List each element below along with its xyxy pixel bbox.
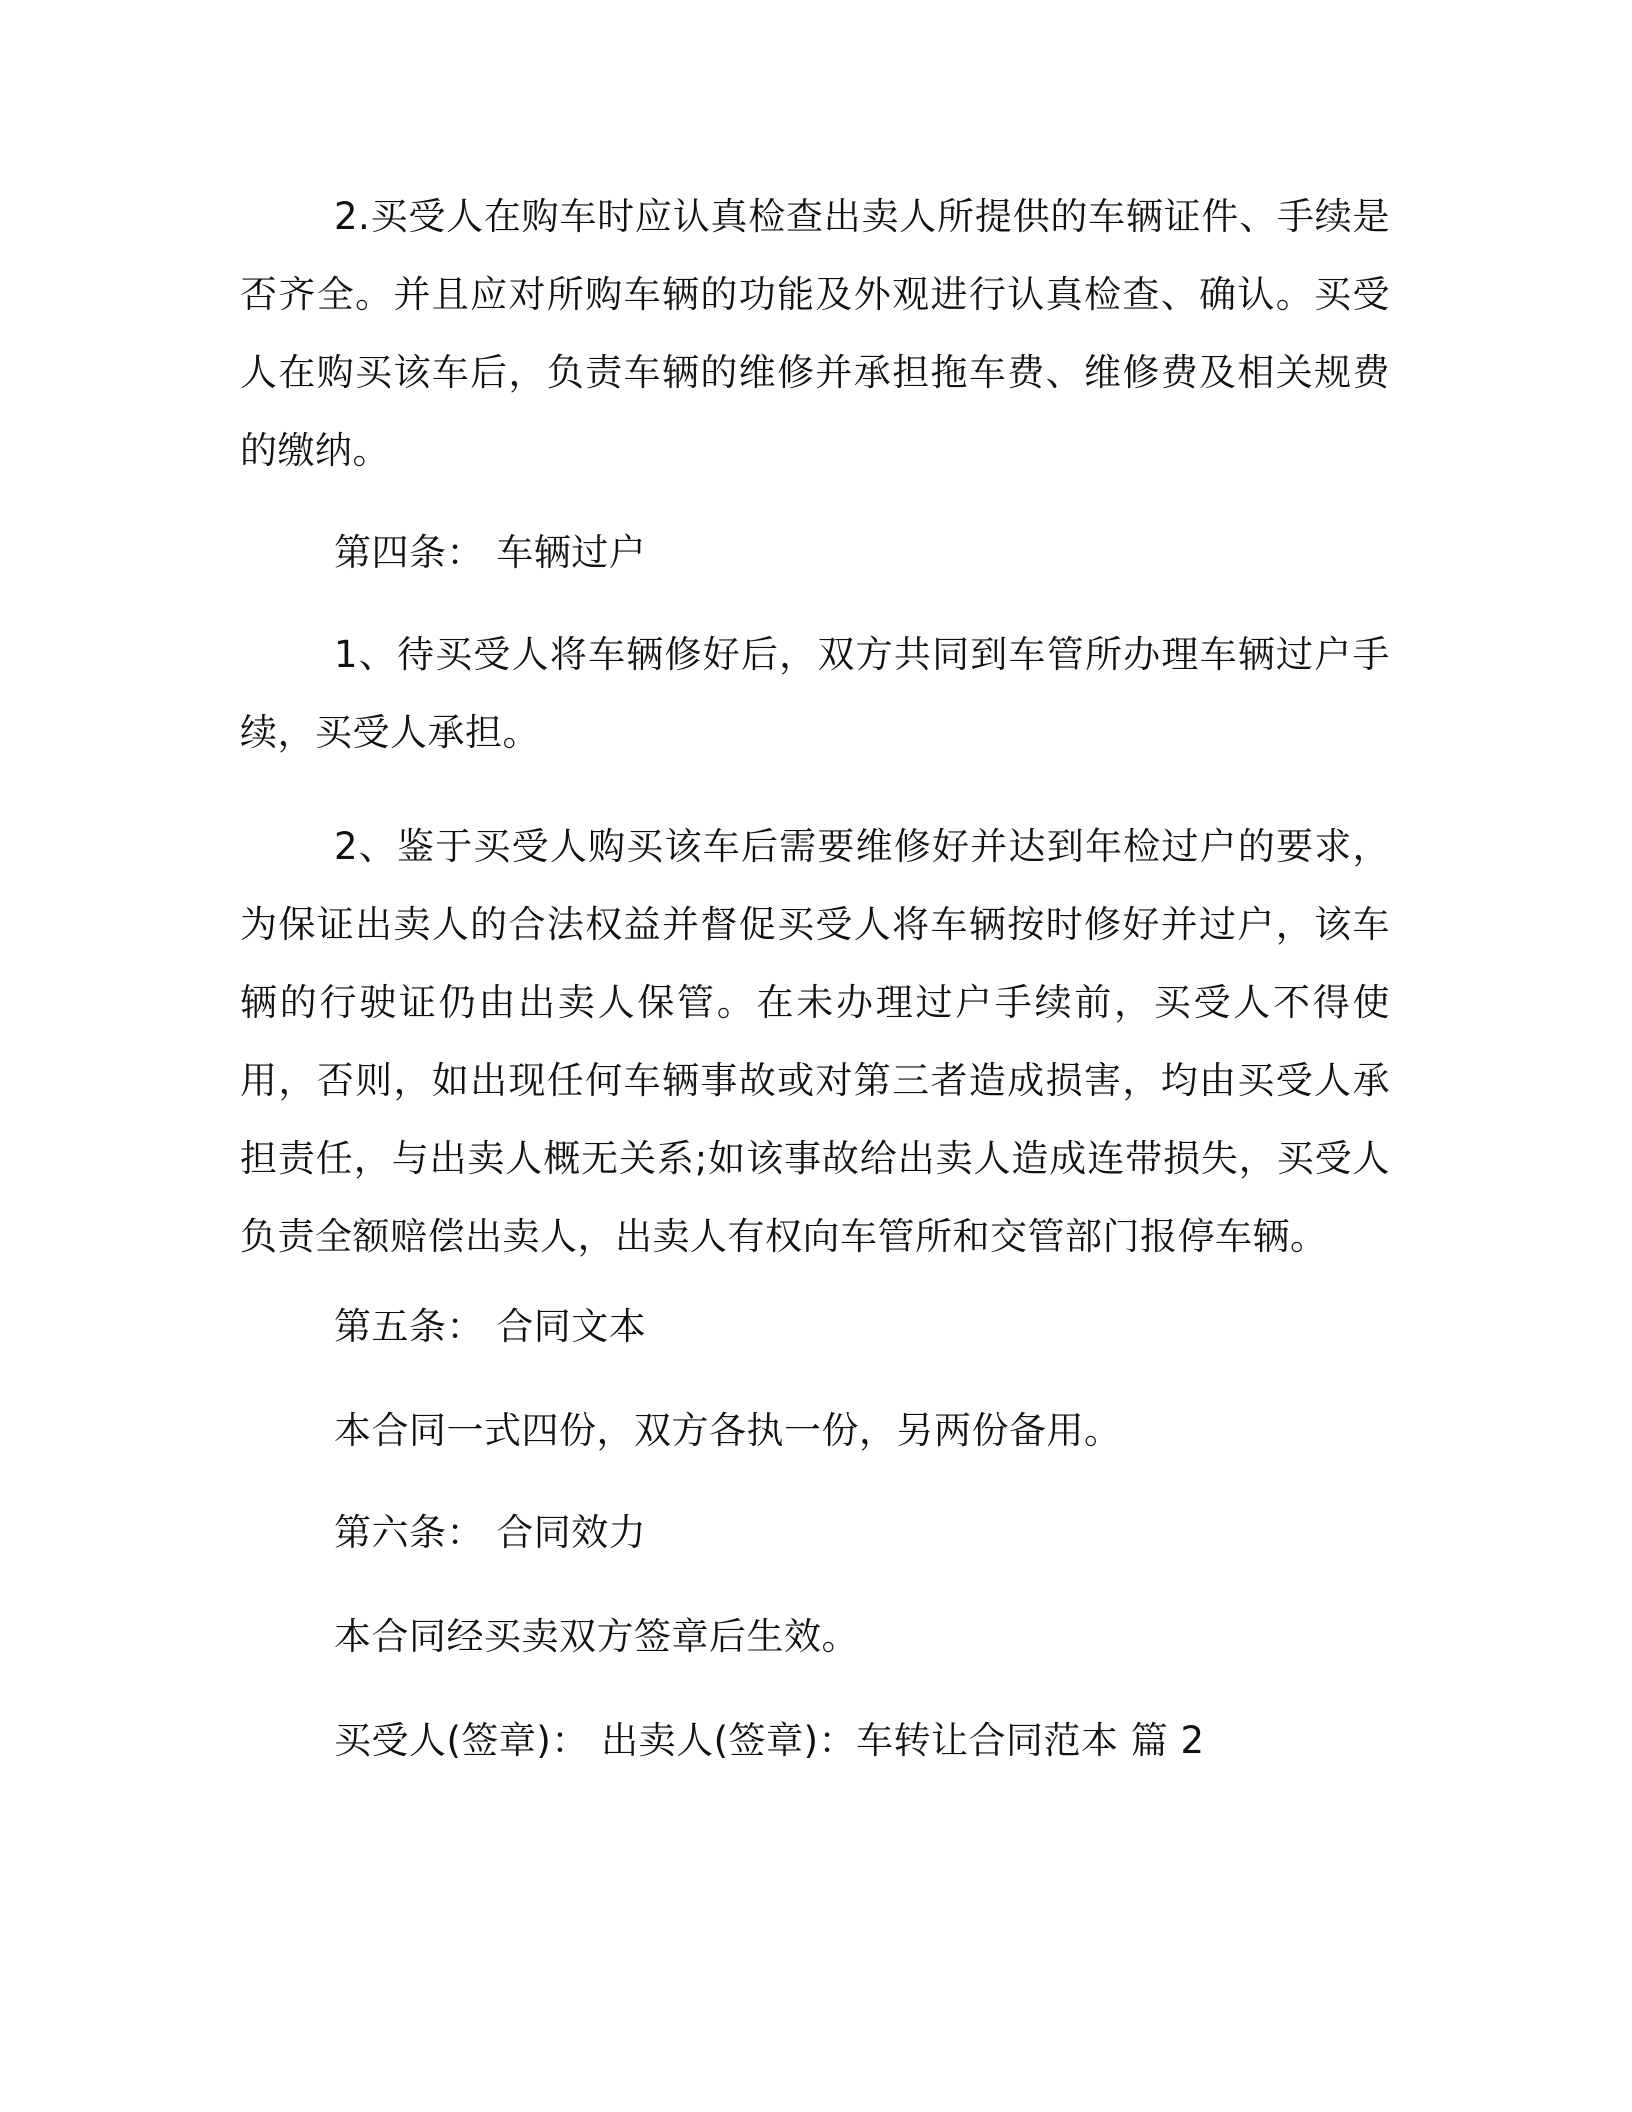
paragraph-copies: 本合同一式四份，双方各执一份，另两份备用。 (334, 1409, 1122, 1452)
heading-article-5-contract-text: 第五条： 合同文本 (334, 1305, 647, 1348)
paragraph-inspection-clause: 2.买受人在购车时应认真检查出卖人所提供的车辆证件、手续是否齐全。并且应对所购车辆的功能及外观进行认真检查、确认。买受人在购买该车后，负责车辆的维修并承担拖车费、维修费及相关规费的缴纳。 (240, 195, 1390, 472)
paragraph-transfer-item-1: 1、待买受人将车辆修好后，双方共同到车管所办理车辆过户手续，买受人承担。 (240, 633, 1390, 754)
heading-article-4-transfer: 第四条： 车辆过户 (334, 531, 647, 574)
signature-line: 买受人(签章)： 出卖人(签章)：车转让合同范本 篇 2 (334, 1719, 1205, 1762)
paragraph-effective: 本合同经买卖双方签章后生效。 (334, 1615, 859, 1658)
heading-article-6-validity: 第六条： 合同效力 (334, 1511, 647, 1554)
paragraph-transfer-item-2: 2、鉴于买受人购买该车后需要维修好并达到年检过户的要求，为保证出卖人的合法权益并督促买受人将车辆按时修好并过户，该车辆的行驶证仍由出卖人保管。在未办理过户手续前，买受人不得使用，否则，如出现任何车辆事故或对第三者造成损害，均由买受人承担责任，与出卖人概无关系;如该事故给出卖人造成连带损失，买受人负责全额赔偿出卖人，出卖人有权向车管所和交管部门报停车辆。 (240, 825, 1390, 1258)
